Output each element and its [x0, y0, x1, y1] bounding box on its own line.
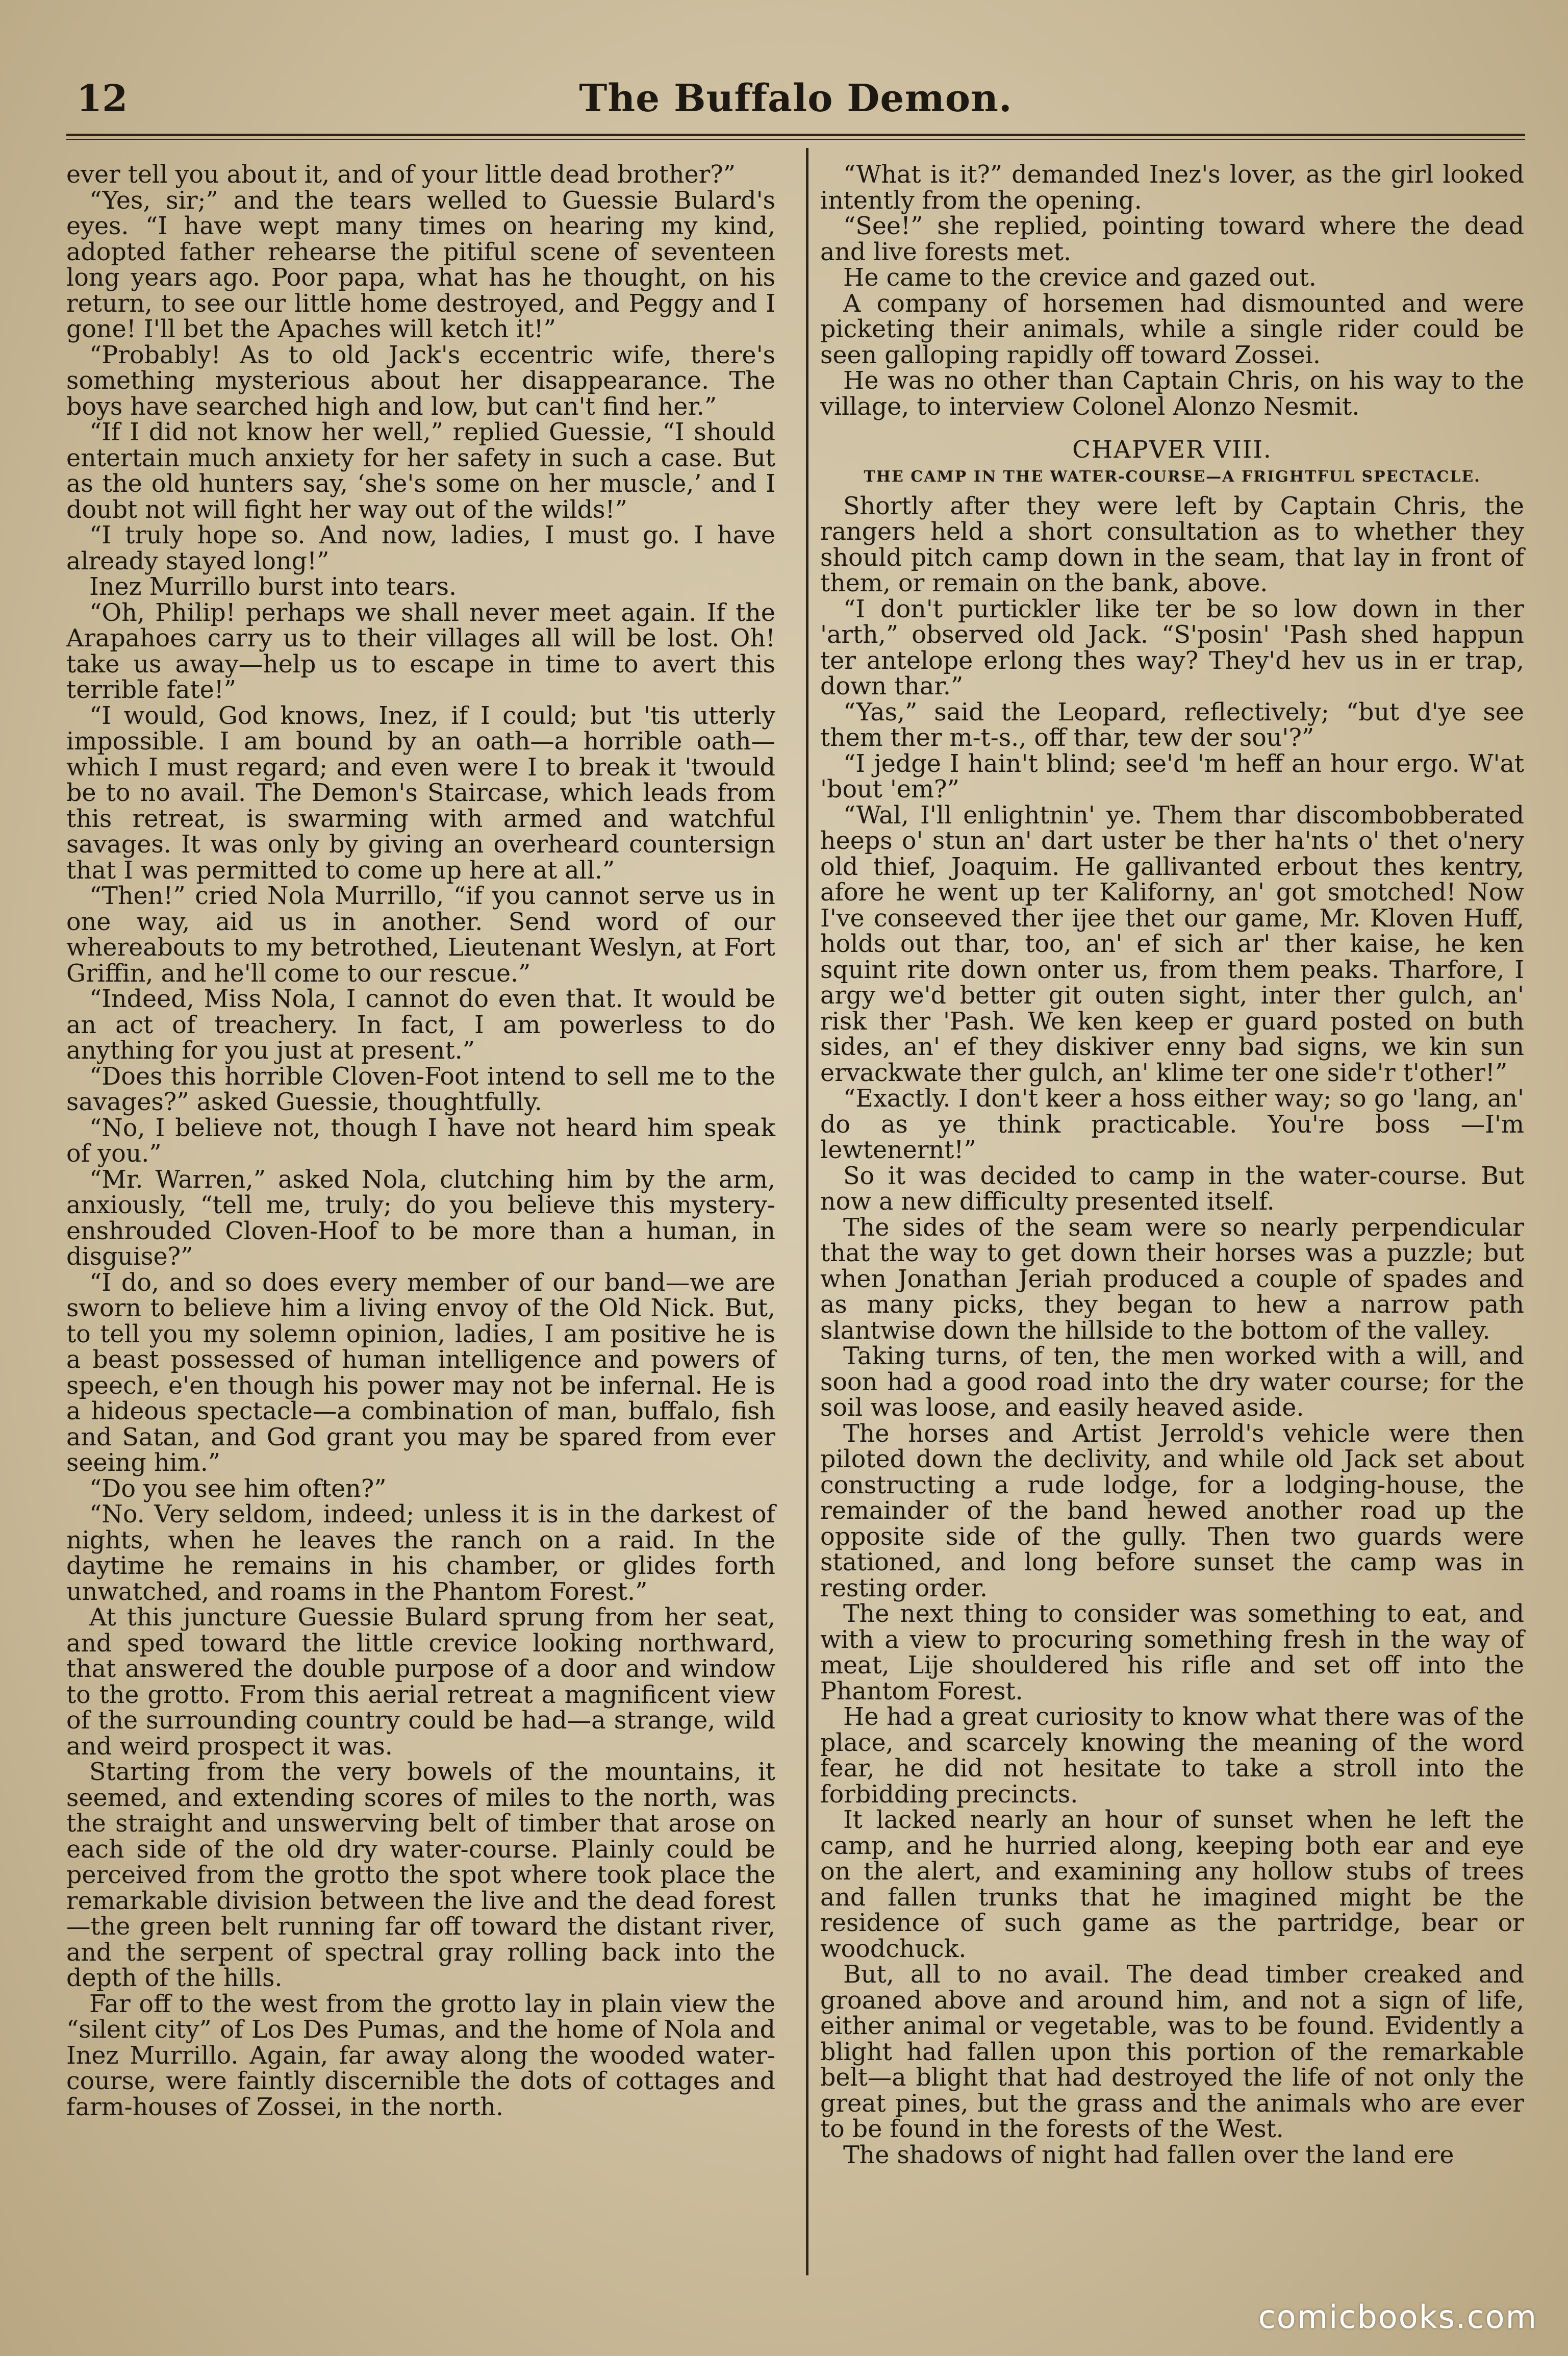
paragraph: He had a great curiosity to know what there was of the place, and scarcely knowing the meaning of the word fear, he did not hesitate to take a stroll into the forbidding precincts. — [820, 1703, 1524, 1809]
paragraph: He was no other than Captain Chris, on his way to the village, to interview Colonel Alonzo Nesmit. — [820, 367, 1524, 421]
paragraph: “No, I believe not, though I have not heard him speak of you.” — [66, 1114, 775, 1168]
paragraph: “Indeed, Miss Nola, I cannot do even that. It would be an act of treachery. In fact, I am powerless to do anything for you just at present.” — [66, 985, 775, 1065]
paragraph: “I truly hope so. And now, ladies, I must go. I have already stayed long!” — [66, 521, 775, 575]
paragraph: The next thing to consider was something to eat, and with a view to procuring something fresh in the way of meat, Lije shouldered his rifle and set off into the Phantom Forest. — [820, 1600, 1524, 1706]
paragraph: The horses and Artist Jerrold's vehicle were then piloted down the declivity, and while old Jack set about constructing a rude lodge, for a lodging-house, the remainder of the band hewed another road up the opposite side of the gully. Then two guards were stationed, and long before sunset the camp was in resting order. — [820, 1419, 1524, 1602]
paragraph: ever tell you about it, and of your little dead brother?” — [66, 161, 736, 189]
paragraph: “Does this horrible Cloven-Foot intend to sell me to the savages?” asked Guessie, thoughtfully. — [66, 1062, 775, 1116]
paragraph: Inez Murrillo burst into tears. — [89, 573, 457, 601]
paragraph: “Oh, Philip! perhaps we shall never meet again. If the Arapahoes carry us to their villages all will be lost. Oh! take us away—help us to escape in time to avert this terrible fate!” — [66, 598, 775, 704]
right-column-top-text — [820, 162, 1524, 420]
paragraph: “Exactly. I don't keer a hoss either way; so go 'lang, an' do as ye think practicable. You're boss —I'm lewtenernt!” — [820, 1085, 1524, 1164]
paragraph: The sides of the seam were so nearly perpendicular that the way to get down their horses was a puzzle; but when Jonathan Jeriah produced a couple of spades and as many picks, they began to hew a narrow path slantwise down the hillside to the bottom of the valley. — [820, 1213, 1524, 1345]
paragraph: Shortly after they were left by Captain Chris, the rangers held a short consultation as to whether they should pitch camp down in the seam, that lay in front of them, or remain on the bank, above. — [820, 492, 1524, 597]
paragraph: “I do, and so does every member of our band—we are sworn to believe him a living envoy of the Old Nick. But, to tell you my solemn opinion, ladies, I am positive he is a beast possessed of human intelligence and powers of speech, e'en though his power may not be infernal. He is a hideous spectacle—a combination of man, buffalo, fish and Satan, and God grant you may be spared from ever seeing him.” — [66, 1268, 775, 1477]
paragraph: So it was decided to camp in the water-course. But now a new difficulty presented itself. — [820, 1162, 1524, 1216]
header-rule-thin — [66, 139, 1525, 140]
paragraph: At this juncture Guessie Bulard sprung from her seat, and sped toward the little crevice looking northward, that answered the double purpose of a door and window to the grotto. From this aerial retreat a magnificent view of the surrounding country could be had—a strange, wild and weird prospect it was. — [66, 1603, 775, 1761]
paragraph: “Do you see him often?” — [89, 1474, 387, 1503]
paragraph: “Yes, sir;” and the tears welled to Guessie Bulard's eyes. “I have wept many times on hearing my kind, adopted father rehearse the pitiful scene of seventeen long years ago. Poor papa, what has he thought, on his return, to see our little home destroyed, and Peggy and I gone! I'll bet the Apaches will ketch it!” — [66, 186, 775, 343]
paragraph: “Wal, I'll enlightnin' ye. Them thar discombobberated heeps o' stun an' dart uster be ther ha'nts o' thet o'nery old thief, Joaquim. He gallivanted erbout thes kentry, afore he went up ter Kaliforny, an' got smotched! Now I've conseeved ther ijee thet our game, Mr. Kloven Huff, holds out thar, too, an' ef sich ar' ther kaise, he ken squint rite down onter us, from them peaks. Tharfore, I argy we'd better git outen sight, inter ther gulch, an' risk ther 'Pash. We ken keep er guard posted on buth sides, an' ef they diskiver enny bad signs, we kin sun ervackwate ther gulch, an' klime ter one side'r t'other!” — [820, 801, 1524, 1087]
paragraph: “Yas,” said the Leopard, reflectively; “but d'ye see them ther m-t-s., off thar, tew der sou'?” — [820, 698, 1524, 752]
paragraph: He came to the crevice and gazed out. — [843, 264, 1317, 292]
paragraph: “See!” she replied, pointing toward where the dead and live forests met. — [820, 212, 1524, 266]
paragraph: “Probably! As to old Jack's eccentric wife, there's something mysterious about her disappearance. The boys have searched high and low, but can't find her.” — [66, 341, 775, 421]
paragraph: Starting from the very bowels of the mountains, it seemed, and extending scores of miles to the north, was the straight and unswerving belt of timber that arose on each side of the old dry water-course. Plainly could be perceived from the grotto the spot where took place the remarkable division between the live and the dead forest—the green belt running far off toward the distant river, and the serpent of spectral gray rolling back into the depth of the hills. — [66, 1758, 775, 1992]
paragraph: “I would, God knows, Inez, if I could; but 'tis utterly impossible. I am bound by an oath—a horrible oath—which I must regard; and even were I to break it 'twould be to no avail. The Demon's Staircase, which leads from this retreat, is swarming with armed and watchful savages. It was only by giving an overheard countersign that I was permitted to come up here at all.” — [66, 701, 775, 885]
paragraph: It lacked nearly an hour of sunset when he left the camp, and he hurried along, keeping both ear and eye on the alert, and examining any hollow stubs of trees and fallen trunks that he imagined might be the residence of such game as the partridge, bear or woodchuck. — [820, 1806, 1524, 1963]
paragraph: “What is it?” demanded Inez's lover, as the girl looked intently from the opening. — [820, 161, 1524, 215]
right-column — [820, 162, 1524, 2168]
left-column — [66, 162, 775, 2120]
paragraph: Far off to the west from the grotto lay in plain view the “silent city” of Los Des Pumas, and the home of Nola and Inez Murrillo. Again, far away along the wooded water-course, were faintly discernible the dots of cottages and farm-houses of Zossei, in the north. — [66, 1990, 775, 2121]
paragraph: “If I did not know her well,” replied Guessie, “I should entertain much anxiety for her safety in such a case. But as the old hunters say, ‘she's some on her muscle,’ and I doubt not will fight her way out of the wilds!” — [66, 418, 775, 524]
page-number: 12 — [77, 77, 128, 120]
paragraph: The shadows of night had fallen over the land ere — [843, 2141, 1454, 2169]
watermark: comicbooks.com — [1258, 2298, 1537, 2336]
right-column-chapter-text — [820, 494, 1524, 2169]
paragraph: “I jedge I hain't blind; see'd 'm heff an hour ergo. W'at 'bout 'em?” — [820, 749, 1524, 804]
page-title: The Buffalo Demon. — [579, 77, 1013, 120]
column-divider — [806, 148, 808, 2275]
paragraph: But, all to no avail. The dead timber creaked and groaned above and around him, and not a sign of life, either animal or vegetable, was to be found. Evidently a blight had fallen upon this portion of the remarkable belt—a blight that had destroyed the life of not only the great pines, but the grass and the animals who are ever to be found in the forests of the West. — [820, 1961, 1524, 2143]
page-header — [66, 77, 1525, 122]
paragraph: “Then!” cried Nola Murrillo, “if you cannot serve us in one way, aid us in another. Send word of our whereabouts to my betrothed, Lieutenant Weslyn, at Fort Griffin, and he'll come to our rescue.” — [66, 882, 775, 988]
paragraph: A company of horsemen had dismounted and were picketing their animals, while a single rider could be seen galloping rapidly off toward Zossei. — [820, 289, 1524, 369]
paragraph: “Mr. Warren,” asked Nola, clutching him by the arm, anxiously, “tell me, truly; do you believe this mystery-enshrouded Cloven-Hoof to be more than a human, in disguise?” — [66, 1165, 775, 1271]
paragraph: “No. Very seldom, indeed; unless it is in the darkest of nights, when he leaves the ranch on a raid. In the daytime he remains in his chamber, or glides forth unwatched, and roams in the Phantom Forest.” — [66, 1500, 775, 1606]
paragraph: Taking turns, of ten, the men worked with a will, and soon had a good road into the dry water course; for the soil was loose, and easily heaved aside. — [820, 1342, 1524, 1422]
paragraph: “I don't purtickler like ter be so low down in ther 'arth,” observed old Jack. “S'posin' 'Pash shed happun ter antelope erlong thes way? They'd hev us in er trap, down thar.” — [820, 595, 1524, 700]
header-rule — [66, 134, 1525, 136]
chapter-heading: CHAPVER VIII. — [1072, 436, 1272, 464]
chapter-subtitle: THE CAMP IN THE WATER-COURSE—A FRIGHTFUL SPECTACLE. — [864, 467, 1481, 486]
